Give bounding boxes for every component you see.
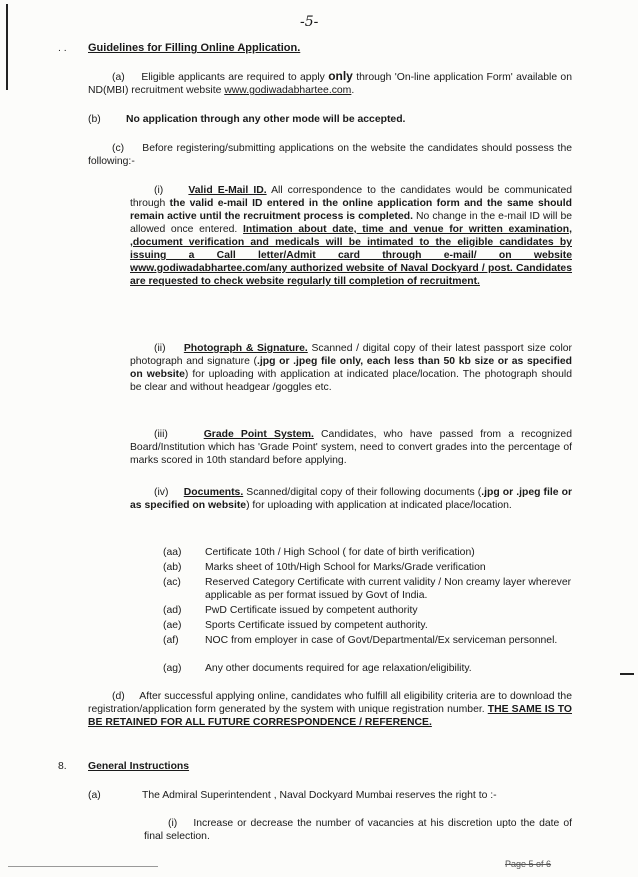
section-8-item-i: (i) Increase or decrease the number of vacancies at his discretion upto the date of final selection. — [144, 818, 572, 842]
scan-mark-right — [620, 673, 634, 675]
scan-mark-bottom — [8, 866, 158, 867]
para-a-label: (a) — [112, 72, 125, 83]
para-a: (a) Eligible applicants are required to apply only through 'On-line application Form' available on ND(MBI) recruitment website www.godiwadabhartee.com. — [88, 69, 572, 96]
website-link[interactable]: www.godiwadabhartee.com — [224, 85, 352, 96]
bullet-dots: . . — [58, 43, 67, 54]
section-8-number: 8. — [58, 761, 67, 772]
item-grade-point: (iii) Grade Point System. Candidates, who have passed from a recognized Board/Institution which has 'Grade Point' system, need to convert grades into the percentage of marks scored in 10th standard before applying. — [130, 429, 572, 466]
item-photo-signature: (ii) Photograph & Signature. Scanned / digital copy of their latest passport size color photograph and signature (.jpg or .jpeg file only, each less than 50 kb size or as specified on website) for uploading with application at indicated place/location. The photograph should be clear and without headgear /goggles etc. — [130, 343, 573, 393]
item-valid-email: (i) Valid E-Mail ID. All correspondence to the candidates would be communicated through the valid e-mail ID entered in the online application form and the same should remain active until the recruitment process is completed. No change in the e-mail ID will be allowed once entered. Intimation about date, time and venue for written examination, ,document verification and medicals will be intimated to the eligible candidates by issuing a Call letter/Admit card through e-mail/ on website www.godiwadabhartee.com/any authorized website of Naval Dockyard / post. Candidates are requested to check website regularly till completion of recruitment. — [130, 185, 573, 287]
grade-point-title: Grade Point System. — [203, 429, 314, 440]
section-8-para-a: (a) The Admiral Superintendent , Naval Dockyard Mumbai reserves the right to :- — [88, 790, 497, 801]
para-d: (d) After successful applying online, candidates who fulfill all eligibility criteria are to download the registration/application form generated by the system with unique registration number. THE SAME IS TO BE RETAINED FOR ALL FUTURE CORRESPONDENCE / REFERENCE. — [88, 691, 572, 728]
documents-title: Documents. — [183, 487, 244, 498]
only-emphasis: only — [328, 69, 353, 83]
section-8-title: General Instructions — [88, 761, 190, 772]
para-c-label: (c) — [112, 143, 125, 154]
para-b: (b) No application through any other mode will be accepted. — [88, 114, 406, 125]
page-footer: Page 5 of 6 — [505, 859, 552, 869]
para-c: (c) Before registering/submitting applications on the website the candidates should possess the following:- — [88, 143, 572, 167]
page-heading: Guidelines for Filling Online Application. — [88, 42, 301, 54]
para-b-label: (b) — [88, 114, 101, 125]
para-d-label: (d) — [112, 691, 125, 702]
valid-email-title: Valid E-Mail ID. — [188, 185, 267, 196]
item-documents: (iv) Documents. Scanned/digital copy of their following documents (.jpg or .jpeg file or as specified on website) for uploading with application at indicated place/location. — [130, 487, 573, 511]
binding-line — [6, 4, 8, 90]
page-number-top: -5- — [300, 14, 319, 30]
photo-signature-title: Photograph & Signature. — [183, 343, 308, 354]
